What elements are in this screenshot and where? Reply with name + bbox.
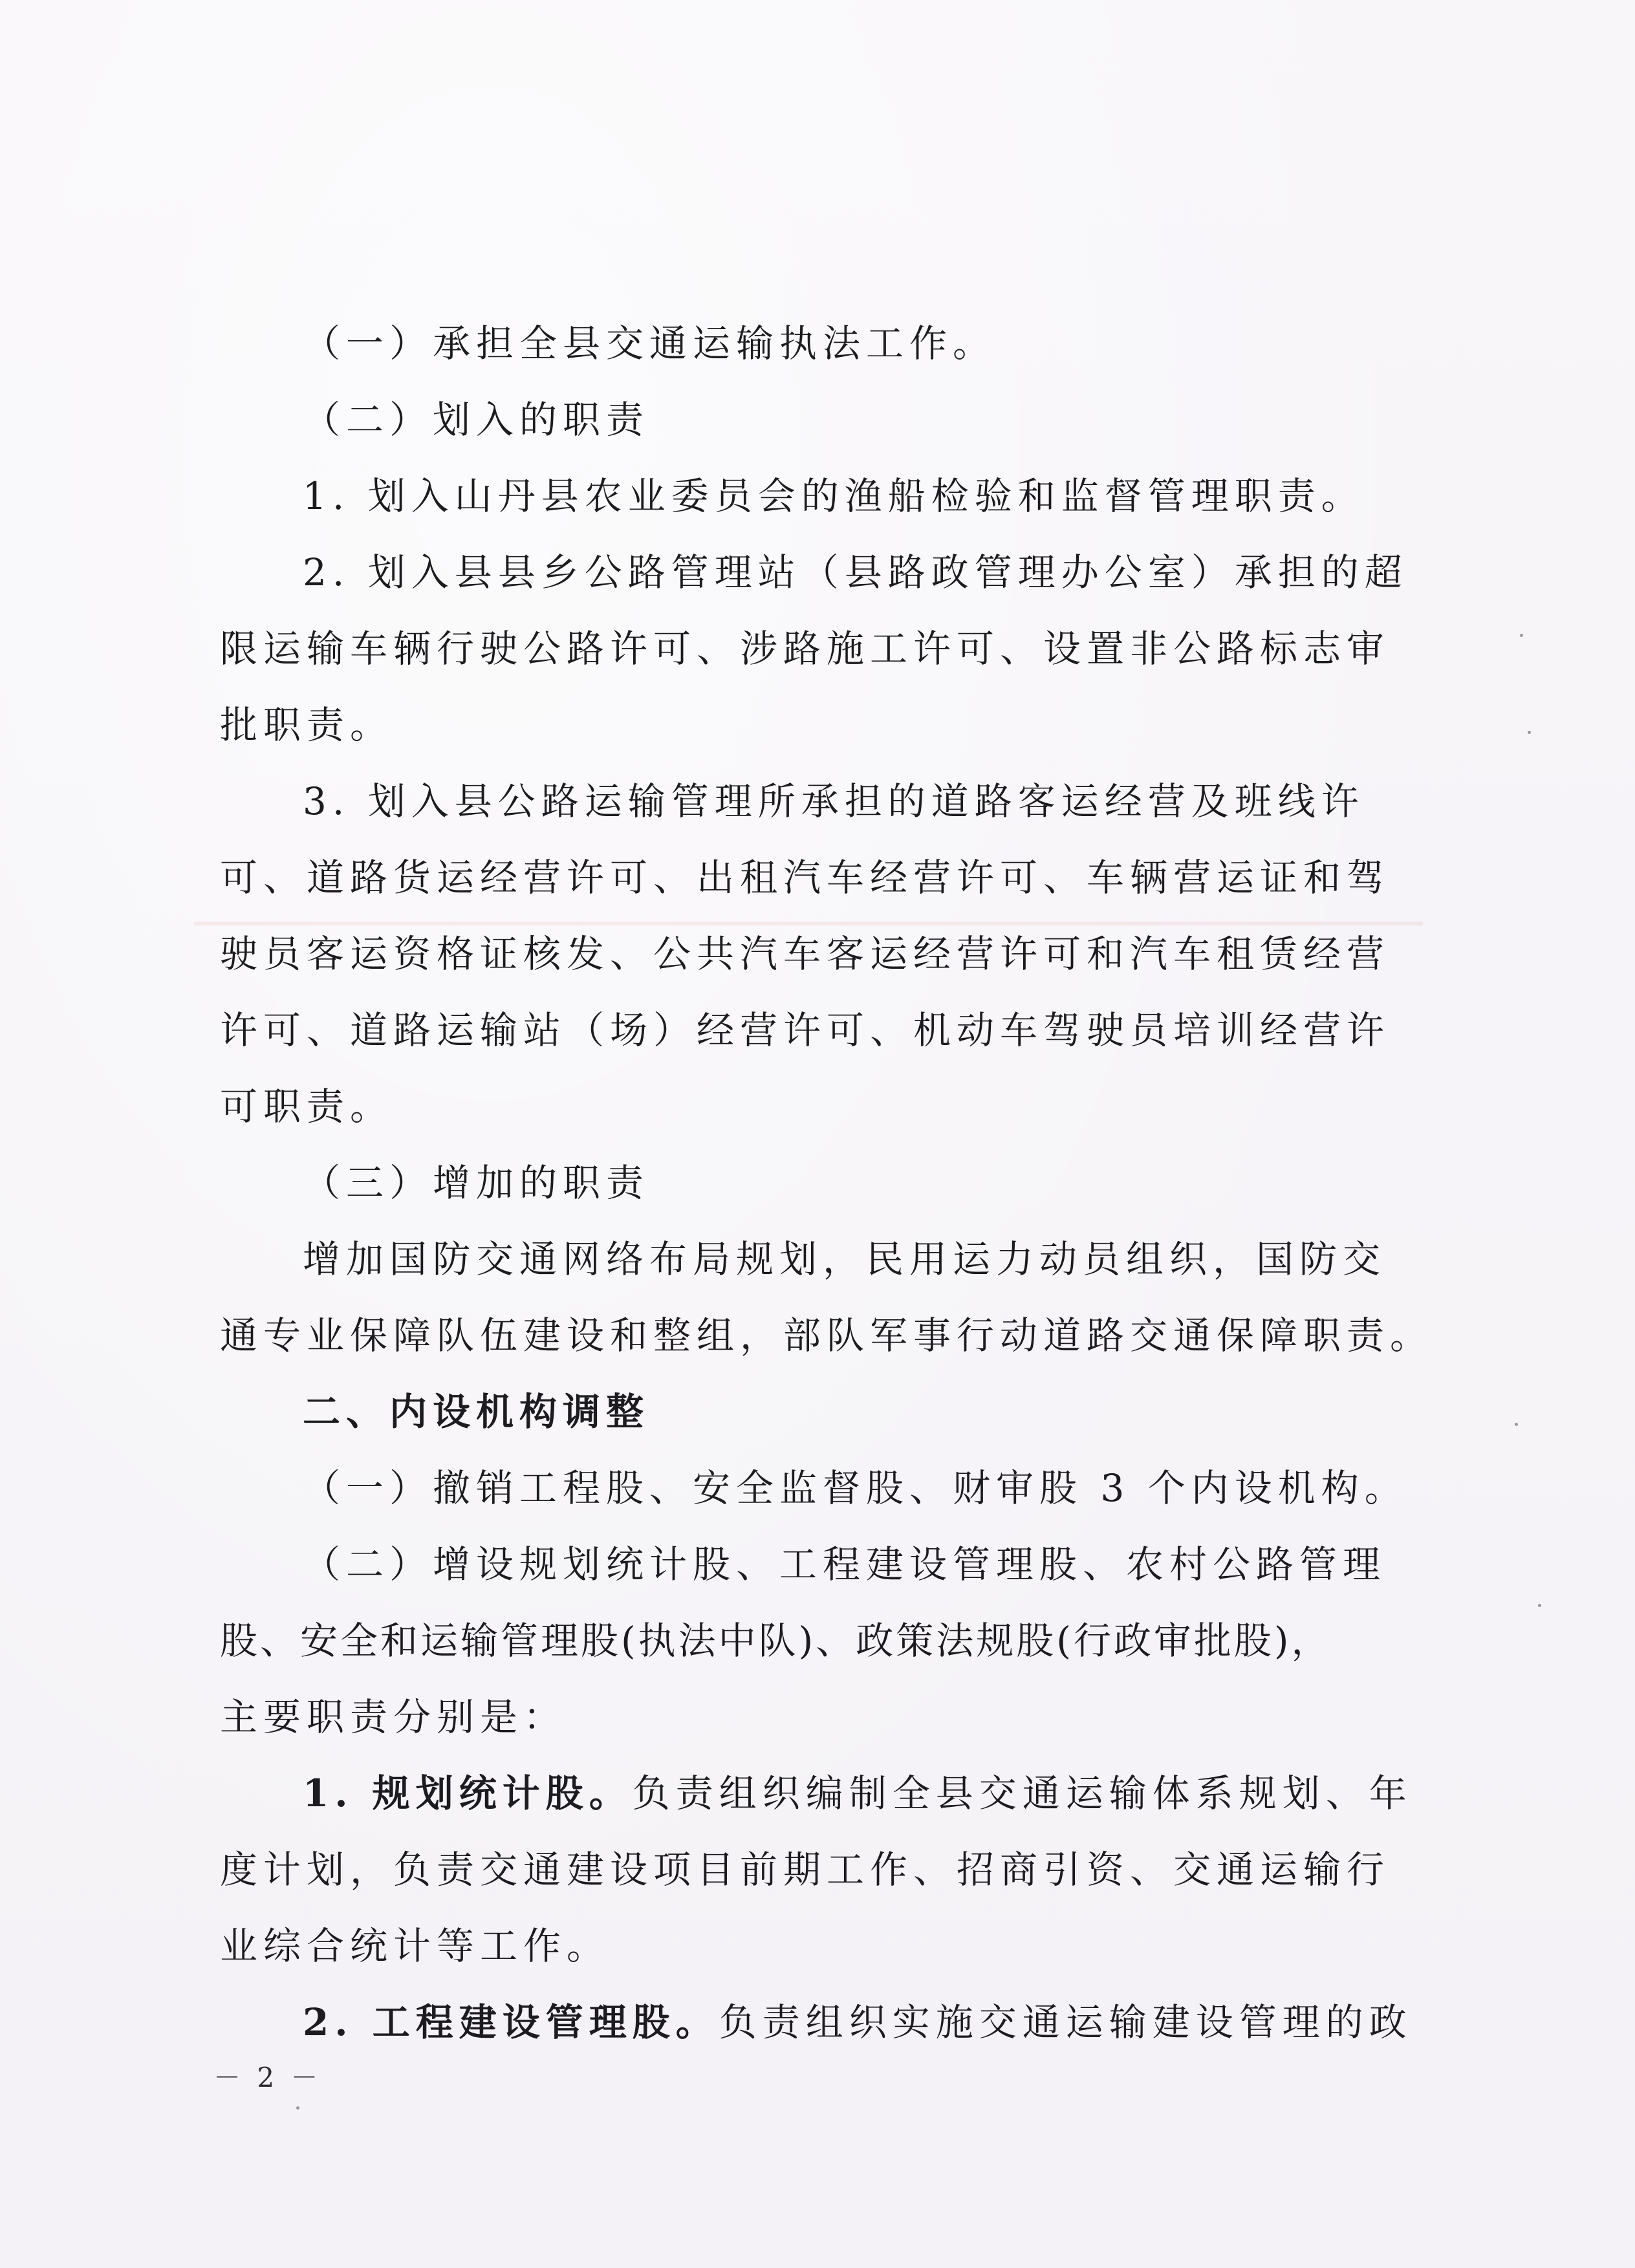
scan-speck: [1528, 731, 1531, 734]
page-number: － 2 －: [213, 2062, 322, 2093]
paragraph-line: 驶员客运资格证核发、公共汽车客运经营许可和汽车租赁经营: [220, 932, 1391, 976]
paragraph-line: 可职责。: [220, 1085, 394, 1129]
paragraph-text: 负责组织实施交通运输建设管理的政: [719, 2000, 1413, 2044]
scan-speck: [1520, 634, 1523, 637]
paragraph-line: （一）承担全县交通运输执法工作。: [303, 321, 997, 365]
paragraph-line: 增加国防交通网络布局规划，民用运力动员组织，国防交: [303, 1237, 1387, 1281]
paragraph-line: 2. 划入县县乡公路管理站（县路政管理办公室）承担的超: [303, 550, 1408, 594]
paragraph-line: 3. 划入县公路运输管理所承担的道路客运经营及班线许: [303, 779, 1365, 823]
subheading-transferred-duties: （二）划入的职责: [303, 398, 650, 442]
paragraph-line: 度计划，负责交通建设项目前期工作、招商引资、交通运输行: [220, 1848, 1391, 1892]
paragraph-line: 1. 划入山丹县农业委员会的渔船检验和监督管理职责。: [303, 474, 1365, 518]
paragraph-line: 限运输车辆行驶公路许可、涉路施工许可、设置非公路标志审: [220, 627, 1391, 671]
section-heading: 二、内设机构调整: [303, 1390, 650, 1434]
bleed-through-line: [194, 922, 1423, 925]
paragraph-line: 业综合统计等工作。: [220, 1924, 611, 1968]
scan-speck: [1538, 1604, 1541, 1607]
paragraph-line: [303, 1771, 1413, 1815]
paragraph-line: 可、道路货运经营许可、出租汽车经营许可、车辆营运证和驾: [220, 856, 1391, 900]
paragraph-line: 股、安全和运输管理股(执法中队)、政策法规股(行政审批股)，: [220, 1619, 1332, 1663]
bold-label-planning: 1. 规划统计股。: [303, 1771, 633, 1815]
paragraph-line: （一）撤销工程股、安全监督股、财审股 3 个内设机构。: [303, 1466, 1408, 1510]
paragraph-line: [303, 2000, 1413, 2044]
paragraph-line: 主要职责分别是：: [220, 1695, 567, 1739]
scan-speck: [296, 2106, 299, 2110]
scan-speck: [1515, 1423, 1518, 1426]
subheading-added-duties: （三）增加的职责: [303, 1161, 650, 1205]
paragraph-text: 负责组织编制全县交通运输体系规划、年: [632, 1771, 1413, 1815]
paragraph-line: 通专业保障队伍建设和整组，部队军事行动道路交通保障职责。: [220, 1313, 1434, 1357]
bold-label-engineering: 2. 工程建设管理股。: [303, 2000, 719, 2044]
paragraph-line: 许可、道路运输站（场）经营许可、机动车驾驶员培训经营许: [220, 1008, 1391, 1052]
paragraph-line: （二）增设规划统计股、工程建设管理股、农村公路管理: [303, 1542, 1387, 1586]
paragraph-line: 批职责。: [220, 703, 394, 747]
